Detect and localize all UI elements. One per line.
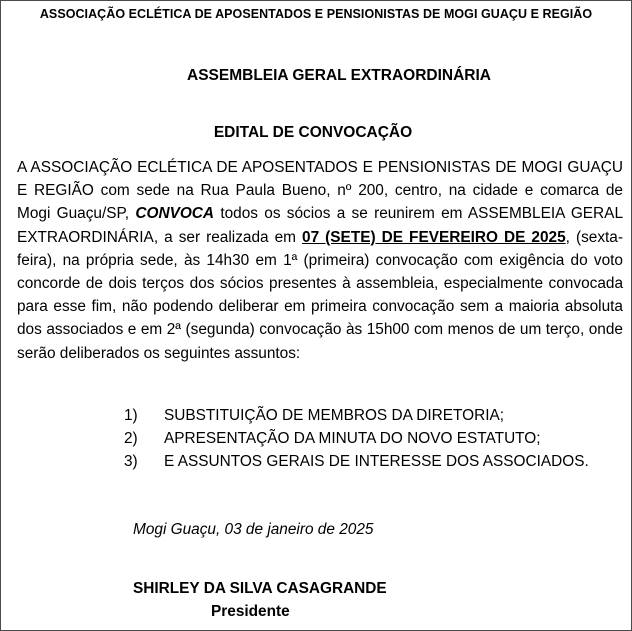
body-part-3: , (sexta-feira), na própria sede, às 14h30 em 1ª (primeira) convocação com exigência do voto concorde de dois terços dos sócios presentes à assembleia, especialmente convocada para esse fim, não podendo deliberar em primeira convocação sem a maioria absoluta dos associados e em 2ª (segunda) convocação às 15h00 com menos de um terço, onde serão deliberados os seguintes assuntos: <box>17 228 623 362</box>
notice-title: EDITAL DE CONVOCAÇÃO <box>213 124 413 141</box>
agenda-text: E ASSUNTOS GERAIS DE INTERESSE DOS ASSOCIADOS. <box>164 453 589 471</box>
notice-body <box>17 156 623 365</box>
body-part-2: todos os sócios a se reunirem em ASSEMBLEIA GERAL EXTRAORDINÁRIA, a ser realizada em <box>17 205 623 246</box>
agenda-item <box>124 450 589 473</box>
agenda-item <box>124 404 589 427</box>
body-part-1: A ASSOCIAÇÃO ECLÉTICA DE APOSENTADOS E PENSIONISTAS DE MOGI GUAÇU E REGIÃO com sede na Rua Paula Bueno, nº 200, centro, na cidade e comarca de Mogi Guaçu/SP, <box>17 159 623 223</box>
meeting-date: 07 (SETE) DE FEVEREIRO DE 2025 <box>302 228 566 246</box>
agenda-text: APRESENTAÇÃO DA MINUTA DO NOVO ESTATUTO; <box>164 430 541 448</box>
place-and-date: Mogi Guaçu, 03 de janeiro de 2025 <box>133 521 374 538</box>
agenda-number: 2) <box>124 430 138 448</box>
agenda-number: 3) <box>124 453 138 471</box>
signer-name: SHIRLEY DA SILVA CASAGRANDE <box>133 580 387 597</box>
convoca-keyword: CONVOCA <box>135 205 215 223</box>
agenda-list <box>124 404 589 474</box>
association-header: ASSOCIAÇÃO ECLÉTICA DE APOSENTADOS E PENSIONISTAS DE MOGI GUAÇU E REGIÃO <box>39 7 593 21</box>
agenda-text: SUBSTITUIÇÃO DE MEMBROS DA DIRETORIA; <box>164 407 505 424</box>
signer-role: Presidente <box>211 603 290 620</box>
agenda-number: 1) <box>124 407 138 424</box>
agenda-item <box>124 427 589 450</box>
assembly-title: ASSEMBLEIA GERAL EXTRAORDINÁRIA <box>187 67 491 84</box>
